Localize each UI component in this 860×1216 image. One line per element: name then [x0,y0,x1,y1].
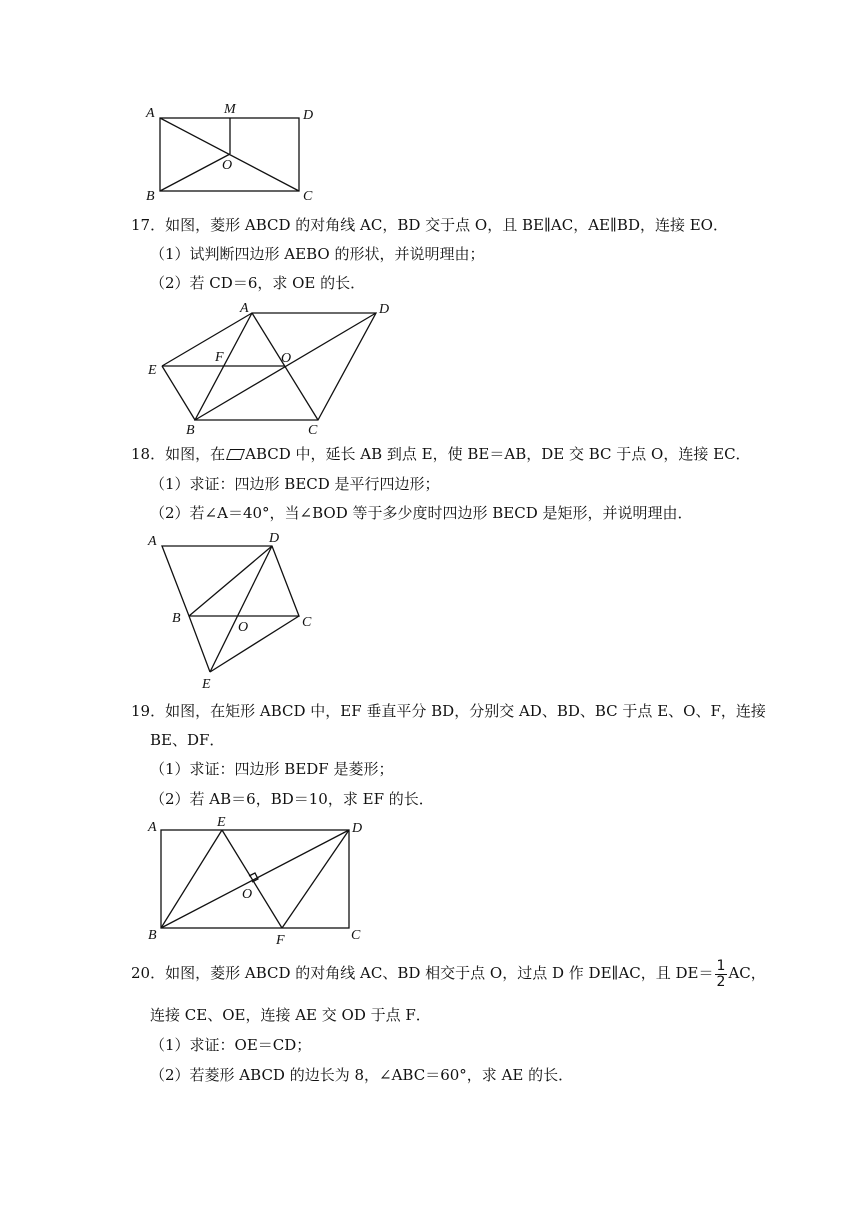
label-d: D [269,531,280,546]
label-c: C [302,615,312,630]
label-d: D [352,821,363,836]
label-d: D [379,302,390,317]
q20-sub1: （1）求证：OE＝CD； [150,1036,312,1054]
label-f: F [215,350,224,365]
label-o: O [238,620,249,635]
q20-stem-line1: 20．如图，菱形 ABCD 的对角线 AC、BD 相交于点 O，过点 D 作 DE∥AC，且 DE＝ $\frac{1}{2}$ AC， [131,957,766,990]
q18-sub1: （1）求证：四边形 BECD 是平行四边形； [150,475,440,493]
label-e: E [202,677,211,692]
label-b: B [146,189,155,204]
q17-sub1: （1）试判断四边形 AEBO 的形状，并说明理由； [150,245,485,263]
label-e: E [148,363,157,378]
q17-stem: 17．如图，菱形 ABCD 的对角线 AC，BD 交于点 O，且 BE∥AC，AE∥BD，连接 EO． [131,216,728,234]
label-a: A [148,820,157,835]
label-o: O [281,351,292,366]
segment-ef [222,830,282,928]
q17-sub2: （2）若 CD＝6，求 OE 的长． [150,274,366,292]
label-c: C [303,189,313,204]
q20-stem-line2: 连接 CE、OE，连接 AE 交 OD 于点 F． [150,1006,431,1024]
label-e: E [217,815,226,830]
label-b: B [148,928,157,943]
q18-sub2: （2）若∠A＝40°，当∠BOD 等于多少度时四边形 BECD 是矩形，并说明理由． [150,504,693,522]
q19-sub1: （1）求证：四边形 BEDF 是菱形； [150,760,394,778]
diagonal-bd [161,830,349,928]
label-b: B [186,423,195,438]
label-o: O [222,158,233,173]
segment-be [161,830,222,928]
label-a: A [146,106,155,121]
q18-stem: 18．如图，在 ABCD 中，延长 AB 到点 E，使 BE＝AB，DE 交 BC 于点 O，连接 EC． [131,445,751,463]
label-c: C [351,928,361,943]
label-c: C [308,423,318,438]
segment-fd [282,830,349,928]
label-m: M [224,102,236,117]
q19-stem-line2: BE、DF． [150,731,225,749]
label-a: A [148,534,157,549]
q19-sub2: （2）若 AB＝6，BD＝10，求 EF 的长． [150,790,434,808]
fraction-one-half: $\frac{1}{2}$ [716,957,726,990]
q20-sub2: （2）若菱形 ABCD 的边长为 8，∠ABC＝60°，求 AE 的长． [150,1066,574,1084]
label-b: B [172,611,181,626]
label-a: A [240,301,249,316]
label-o: O [242,887,253,902]
label-d: D [303,108,314,123]
label-f: F [276,933,285,948]
q19-stem-line1: 19．如图，在矩形 ABCD 中，EF 垂直平分 BD，分别交 AD、BD、BC 于点 E、O、F，连接 [131,702,766,720]
